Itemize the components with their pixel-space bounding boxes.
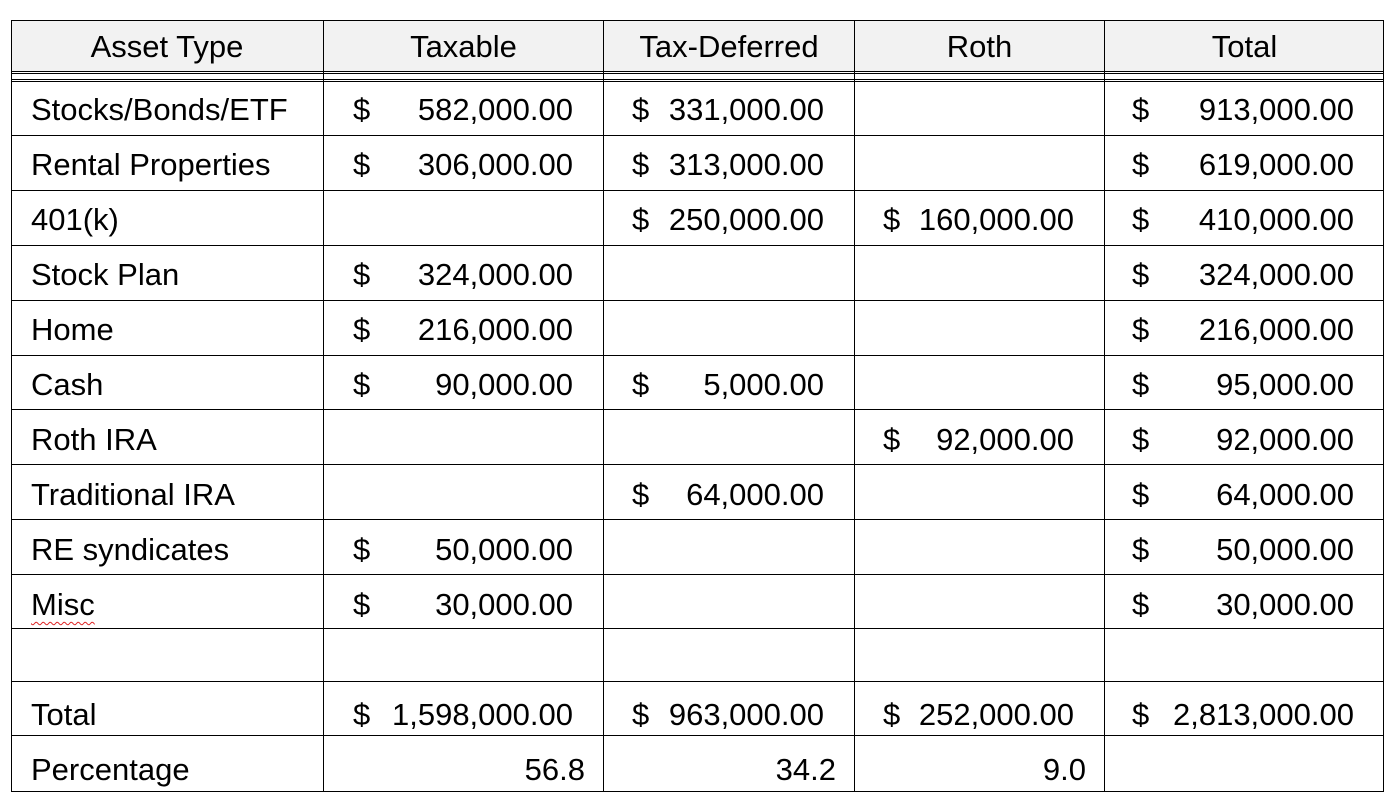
row-divider [11,519,1384,520]
row-label-text: Misc [31,587,95,622]
row-divider [11,190,1384,191]
row-tax_deferred-currency-sign: $ [632,367,650,402]
row-tax_deferred-currency-sign: $ [632,202,650,237]
row-divider [11,245,1384,246]
header-tax-deferred: Tax-Deferred [639,29,819,64]
percentage-tax_deferred-value: 34.2 [775,752,836,787]
row-divider [11,681,1384,682]
row-total-value: 619,000.00 [1198,147,1354,182]
row-label: Traditional IRA [31,477,235,512]
row-label: Stock Plan [31,257,180,292]
row-taxable-value: 90,000.00 [435,367,573,402]
row-total-value: 324,000.00 [1198,257,1354,292]
row-label: Roth IRA [31,422,157,457]
table-row [11,358,1384,412]
row-tax_deferred-value: 331,000.00 [668,92,824,127]
border-top [11,20,1384,21]
row-taxable-currency-sign: $ [353,587,371,622]
row-total-currency-sign: $ [1132,587,1150,622]
row-total-value: 30,000.00 [1216,587,1354,622]
header-roth: Roth [946,29,1013,64]
table-row [11,578,1384,632]
row-taxable-currency-sign: $ [353,92,371,127]
table-row [11,303,1384,357]
row-label: Cash [31,367,104,402]
totals-tax_deferred-currency-sign: $ [632,697,650,732]
totals-roth-value: 252,000.00 [918,697,1074,732]
row-tax_deferred-value: 313,000.00 [668,147,824,182]
row-total-currency-sign: $ [1132,477,1150,512]
asset-table [11,20,1384,792]
row-total-value: 95,000.00 [1216,367,1354,402]
row-roth-currency-sign: $ [883,422,901,457]
row-total-currency-sign: $ [1132,147,1150,182]
row-label: Rental Properties [31,147,271,182]
row-label: Home [31,312,114,347]
row-roth-value: 160,000.00 [918,202,1074,237]
row-total-value: 913,000.00 [1198,92,1354,127]
row-label: RE syndicates [31,532,230,567]
row-taxable-currency-sign: $ [353,312,371,347]
row-taxable-value: 216,000.00 [417,312,573,347]
row-taxable-value: 30,000.00 [435,587,573,622]
totals-row [11,688,1384,742]
table-row [11,468,1384,522]
row-divider [11,300,1384,301]
row-divider [11,79,1384,82]
row-tax_deferred-currency-sign: $ [632,92,650,127]
row-tax_deferred-value: 64,000.00 [686,477,824,512]
row-taxable-value: 306,000.00 [417,147,573,182]
header-row [11,20,1384,74]
row-divider [11,135,1384,136]
row-total-currency-sign: $ [1132,422,1150,457]
row-taxable-currency-sign: $ [353,367,371,402]
row-tax_deferred-currency-sign: $ [632,477,650,512]
row-divider [11,355,1384,356]
row-label: 401(k) [31,202,119,237]
row-total-currency-sign: $ [1132,312,1150,347]
row-total-value: 50,000.00 [1216,532,1354,567]
row-roth-value: 92,000.00 [936,422,1074,457]
row-total-currency-sign: $ [1132,202,1150,237]
row-taxable-value: 50,000.00 [435,532,573,567]
table-row [11,413,1384,467]
percentage-taxable-value: 56.8 [524,752,585,787]
totals-label: Total [31,697,97,732]
border-bottom [11,791,1384,792]
header-asset-type: Asset Type [90,29,244,64]
row-taxable-currency-sign: $ [353,147,371,182]
row-total-value: 216,000.00 [1198,312,1354,347]
row-divider [11,409,1384,410]
header-total: Total [1211,29,1278,64]
row-taxable-currency-sign: $ [353,257,371,292]
row-roth-currency-sign: $ [883,202,901,237]
table-row [11,138,1384,192]
row-taxable-currency-sign: $ [353,532,371,567]
header-taxable: Taxable [410,29,517,64]
totals-total-value: 2,813,000.00 [1172,697,1354,732]
table-row [11,523,1384,577]
totals-taxable-value: 1,598,000.00 [391,697,573,732]
row-divider [11,464,1384,465]
row-tax_deferred-value: 5,000.00 [703,367,824,402]
row-label [11,578,323,632]
table-row [11,248,1384,302]
row-divider [11,574,1384,575]
row-tax_deferred-currency-sign: $ [632,147,650,182]
table-row [11,193,1384,247]
row-total-currency-sign: $ [1132,532,1150,567]
row-taxable-value: 324,000.00 [417,257,573,292]
percentage-roth-value: 9.0 [1042,752,1086,787]
totals-taxable-currency-sign: $ [353,697,371,732]
totals-roth-currency-sign: $ [883,697,901,732]
header-divider [11,71,1384,74]
row-total-currency-sign: $ [1132,92,1150,127]
row-total-currency-sign: $ [1132,367,1150,402]
totals-total-currency-sign: $ [1132,697,1150,732]
row-divider [11,735,1384,736]
row-total-value: 92,000.00 [1216,422,1354,457]
totals-tax_deferred-value: 963,000.00 [668,697,824,732]
table-row [11,83,1384,137]
row-taxable-value: 582,000.00 [417,92,573,127]
blank-row [11,633,1384,687]
row-label: Stocks/Bonds/ETF [31,92,288,127]
row-tax_deferred-value: 250,000.00 [668,202,824,237]
percentage-label: Percentage [31,752,190,787]
row-total-value: 64,000.00 [1216,477,1354,512]
row-divider [11,628,1384,629]
row-total-currency-sign: $ [1132,257,1150,292]
percentage-row [11,743,1384,797]
row-total-value: 410,000.00 [1198,202,1354,237]
